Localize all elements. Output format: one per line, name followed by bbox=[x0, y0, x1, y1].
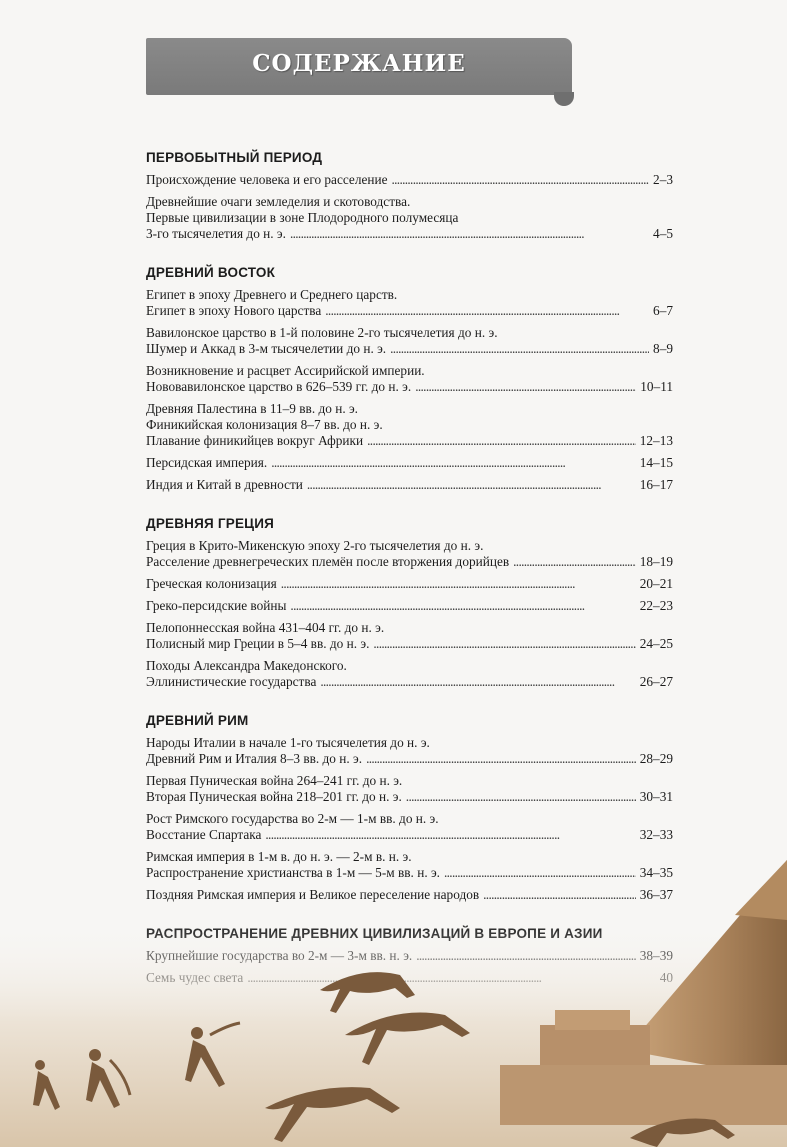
entry-text-line: Рост Римского государства во 2-м — 1-м вв. до н. э. bbox=[146, 811, 439, 826]
toc-section bbox=[146, 265, 673, 493]
entry-text-line: Египет в эпоху Древнего и Среднего царств. bbox=[146, 287, 398, 302]
page-number: 22–23 bbox=[639, 598, 673, 613]
entry-last-line bbox=[146, 636, 673, 652]
entry-text-line: Первая Пуническая война 264–241 гг. до н. э. bbox=[146, 773, 403, 788]
page-number: 24–25 bbox=[639, 636, 673, 651]
entry-text-line: Походы Александра Македонского. bbox=[146, 658, 347, 673]
page-number: 28–29 bbox=[639, 751, 673, 766]
entry-last-line bbox=[146, 477, 673, 493]
toc-entry[interactable] bbox=[146, 455, 673, 471]
entry-text-line: Возникновение и расцвет Ассирийской империи. bbox=[146, 363, 425, 378]
banner-scroll-curl bbox=[554, 92, 574, 106]
toc-entry[interactable] bbox=[146, 658, 673, 690]
entry-last-line bbox=[146, 554, 673, 570]
page-title: СОДЕРЖАНИЕ bbox=[252, 50, 466, 77]
entry-last-line bbox=[146, 379, 673, 395]
entry-text-line: Эллинистические государства bbox=[146, 674, 317, 689]
entry-last-line bbox=[146, 455, 673, 471]
entry-text-line: Плавание финикийцев вокруг Африки bbox=[146, 433, 364, 448]
entry-text-line: Индия и Китай в древности bbox=[146, 477, 303, 492]
toc-entry[interactable] bbox=[146, 735, 673, 767]
entry-text-line: Греция в Крито-Микенскую эпоху 2-го тысячелетия до н. э. bbox=[146, 538, 484, 553]
page-number: 20–21 bbox=[639, 576, 673, 591]
page-number: 14–15 bbox=[639, 455, 673, 470]
entry-text-line: Пелопоннесская война 431–404 гг. до н. э. bbox=[146, 620, 385, 635]
entry-text-line: Распространение христианства в 1-м — 5-м вв. н. э. bbox=[146, 865, 440, 880]
page-number: 32–33 bbox=[639, 827, 673, 842]
entry-last-line bbox=[146, 172, 673, 188]
entry-text-line: Греческая колонизация bbox=[146, 576, 277, 591]
entry-text-line: Древнейшие очаги земледелия и скотоводства. bbox=[146, 194, 411, 209]
entry-text-line: Расселение древнегреческих племён после вторжения дорийцев bbox=[146, 554, 510, 569]
section-title: ПЕРВОБЫТНЫЙ ПЕРИОД bbox=[146, 150, 323, 165]
toc-entry[interactable] bbox=[146, 773, 673, 805]
toc-entry[interactable] bbox=[146, 363, 673, 395]
toc-entry[interactable] bbox=[146, 401, 673, 449]
page-number: 16–17 bbox=[639, 477, 673, 492]
toc-entry[interactable] bbox=[146, 194, 673, 242]
entry-last-line bbox=[146, 598, 673, 614]
entry-text-line: Персидская империя. bbox=[146, 455, 268, 470]
page-number: 26–27 bbox=[639, 674, 673, 689]
dot-leader bbox=[415, 379, 636, 395]
dot-leader bbox=[392, 172, 650, 188]
entry-last-line bbox=[146, 226, 673, 242]
entry-last-line bbox=[146, 674, 673, 690]
entry-text-line: Римская империя в 1-м в. до н. э. — 2-м в. н. э. bbox=[146, 849, 412, 864]
entry-text-line: Полисный мир Греции в 5–4 вв. до н. э. bbox=[146, 636, 370, 651]
entry-text-line: Первые цивилизации в зоне Плодородного полумесяца bbox=[146, 210, 459, 225]
dot-leader bbox=[265, 827, 635, 843]
toc-section bbox=[146, 516, 673, 690]
page-number: 8–9 bbox=[653, 341, 673, 356]
section-title: ДРЕВНИЙ РИМ bbox=[146, 713, 249, 728]
toc-entry[interactable] bbox=[146, 287, 673, 319]
entry-text-line: Финикийская колонизация 8–7 вв. до н. э. bbox=[146, 417, 383, 432]
dot-leader bbox=[281, 576, 636, 592]
page-number: 18–19 bbox=[639, 554, 673, 569]
page-number: 34–35 bbox=[639, 865, 673, 880]
dot-leader bbox=[367, 433, 636, 449]
section-title: ДРЕВНЯЯ ГРЕЦИЯ bbox=[146, 516, 275, 531]
toc-entry[interactable] bbox=[146, 811, 673, 843]
entry-text-line: 3-го тысячелетия до н. э. bbox=[146, 226, 286, 241]
entry-text-line: Восстание Спартака bbox=[146, 827, 262, 842]
dot-leader bbox=[271, 455, 636, 471]
entry-text-line: Греко-персидские войны bbox=[146, 598, 287, 613]
entry-last-line bbox=[146, 576, 673, 592]
toc-entry[interactable] bbox=[146, 477, 673, 493]
toc-entry[interactable] bbox=[146, 172, 673, 188]
page-number: 30–31 bbox=[639, 789, 673, 804]
page-number: 4–5 bbox=[653, 226, 673, 241]
toc-section bbox=[146, 150, 673, 242]
page-number: 6–7 bbox=[653, 303, 673, 318]
page-number: 2–3 bbox=[653, 172, 673, 187]
toc-entry[interactable] bbox=[146, 325, 673, 357]
toc-entry[interactable] bbox=[146, 576, 673, 592]
decorative-illustration bbox=[0, 860, 787, 1147]
dot-leader bbox=[406, 789, 636, 805]
entry-text-line: Вавилонское царство в 1-й половине 2-го тысячелетия до н. э. bbox=[146, 325, 498, 340]
dot-leader bbox=[325, 303, 649, 319]
entry-text-line: Поздняя Римская империя и Великое переселение народов bbox=[146, 887, 480, 902]
page-number: 10–11 bbox=[640, 379, 673, 394]
toc-entry[interactable] bbox=[146, 538, 673, 570]
entry-text-line: Древний Рим и Италия 8–3 вв. до н. э. bbox=[146, 751, 363, 766]
entry-text-line: Вторая Пуническая война 218–201 гг. до н. э. bbox=[146, 789, 402, 804]
entry-last-line bbox=[146, 433, 673, 449]
contents-banner bbox=[146, 38, 572, 95]
dot-leader bbox=[366, 751, 636, 767]
entry-last-line bbox=[146, 751, 673, 767]
dot-leader bbox=[320, 674, 635, 690]
toc-entry[interactable] bbox=[146, 598, 673, 614]
entry-last-line bbox=[146, 341, 673, 357]
entry-last-line bbox=[146, 789, 673, 805]
entry-text-line: Происхождение человека и его расселение bbox=[146, 172, 388, 187]
dot-leader bbox=[390, 341, 649, 357]
dot-leader bbox=[290, 598, 635, 614]
dot-leader bbox=[513, 554, 636, 570]
dot-leader bbox=[373, 636, 635, 652]
dot-leader bbox=[290, 226, 649, 242]
section-title: ДРЕВНИЙ ВОСТОК bbox=[146, 265, 276, 280]
entry-text-line: Нововавилонское царство в 626–539 гг. до н. э. bbox=[146, 379, 412, 394]
entry-text-line: Народы Италии в начале 1-го тысячелетия до н. э. bbox=[146, 735, 430, 750]
page-number: 36–37 bbox=[639, 887, 673, 902]
page-number: 12–13 bbox=[639, 433, 673, 448]
toc-entry[interactable] bbox=[146, 620, 673, 652]
entry-last-line bbox=[146, 827, 673, 843]
entry-text-line: Египет в эпоху Нового царства bbox=[146, 303, 322, 318]
entry-last-line bbox=[146, 303, 673, 319]
entry-text-line: Древняя Палестина в 11–9 вв. до н. э. bbox=[146, 401, 358, 416]
entry-text-line: Шумер и Аккад в 3-м тысячелетии до н. э. bbox=[146, 341, 387, 356]
dot-leader bbox=[307, 477, 636, 493]
